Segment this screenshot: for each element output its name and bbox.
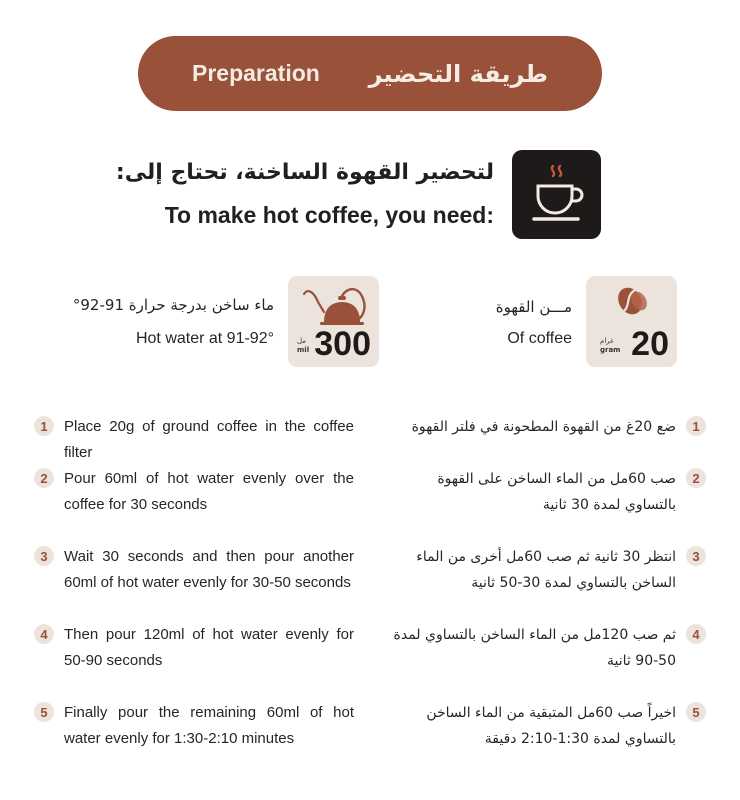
coffee-amount: 20 <box>631 325 669 363</box>
step-number: 3 <box>686 546 706 566</box>
coffee-requirement-box <box>586 276 677 367</box>
step-ar-1 <box>376 414 706 440</box>
step-text: ثم صب 120مل من الماء الساخن بالتساوي لمدة 50-90 ثانية <box>393 627 676 669</box>
coffee-cup-icon <box>512 150 601 239</box>
step-text: صب 60مل من الماء الساخن على القهوة بالتساوي لمدة 30 ثانية <box>437 471 676 513</box>
water-amount: 300 <box>314 325 371 363</box>
step-ar-3 <box>376 544 706 596</box>
preparation-header <box>138 36 602 111</box>
step-en-5 <box>34 700 364 752</box>
step-number: 1 <box>686 416 706 436</box>
step-en-3 <box>34 544 364 596</box>
step-text: Wait 30 seconds and then pour another 60ml of hot water evenly for 30-50 seconds <box>64 548 354 591</box>
kettle-icon <box>302 282 368 326</box>
step-ar-2 <box>376 466 706 518</box>
coffee-bean-icon <box>614 283 650 319</box>
intro-text-en: To make hot coffee, you need: <box>164 202 494 228</box>
water-unit-ar: مل <box>297 337 307 345</box>
coffee-unit-en: gram <box>600 346 621 354</box>
intro-text-ar: لتحضير القهوة الساخنة، تحتاج إلى: <box>115 160 494 185</box>
coffee-text-en: Of coffee <box>507 330 572 347</box>
step-number: 1 <box>34 416 54 436</box>
step-en-1 <box>34 414 364 466</box>
water-text-en: Hot water at 91-92° <box>135 330 274 347</box>
step-number: 5 <box>34 702 54 722</box>
step-en-4 <box>34 622 364 674</box>
step-text: Place 20g of ground coffee in the coffee filter <box>64 418 354 461</box>
step-ar-4 <box>376 622 706 674</box>
coffee-unit-ar: غرام <box>600 337 614 345</box>
step-number: 2 <box>686 468 706 488</box>
step-number: 4 <box>686 624 706 644</box>
water-requirement-box <box>288 276 379 367</box>
water-unit-en: mil <box>297 346 310 354</box>
step-en-2 <box>34 466 364 518</box>
step-text: Pour 60ml of hot water evenly over the coffee for 30 seconds <box>64 470 354 513</box>
header-title-en: Preparation <box>192 60 320 86</box>
step-number: 5 <box>686 702 706 722</box>
step-text: انتظر 30 ثانية ثم صب 60مل أخرى من الماء الساخن بالتساوي لمدة 30-50 ثانية <box>416 549 676 591</box>
step-ar-5 <box>376 700 706 752</box>
step-text: Then pour 120ml of hot water evenly for 50-90 seconds <box>64 626 354 669</box>
step-number: 3 <box>34 546 54 566</box>
step-number: 4 <box>34 624 54 644</box>
step-text: Finally pour the remaining 60ml of hot water evenly for 1:30-2:10 minutes <box>64 704 354 747</box>
header-title-ar: طريقة التحضير <box>368 59 548 88</box>
water-text-ar: ماء ساخن بدرجة حرارة 91-92° <box>72 296 274 314</box>
step-text: اخيراً صب 60مل المتبقية من الماء الساخن بالتساوي لمدة 1:30-2:10 دقيقة <box>426 705 676 747</box>
coffee-cup-icon-box <box>512 150 601 239</box>
step-text: ضع 20غ من القهوة المطحونة في فلتر القهوة <box>411 419 676 435</box>
coffee-text-ar: مـــن القهوة <box>495 298 572 316</box>
step-number: 2 <box>34 468 54 488</box>
